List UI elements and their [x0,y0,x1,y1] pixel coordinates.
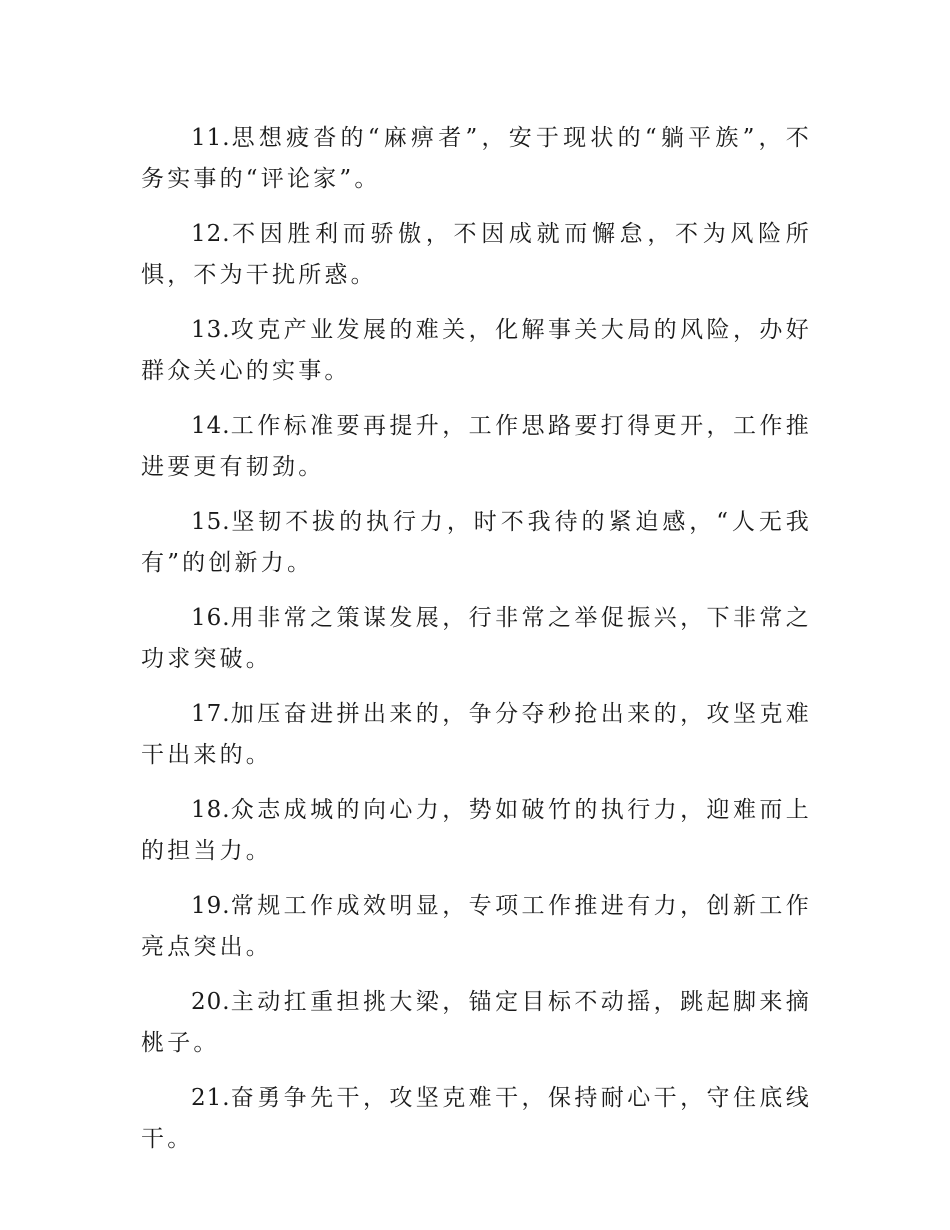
item-number: 19. [191,893,231,919]
list-item [141,310,812,392]
item-number: 16. [191,605,231,631]
item-text: 坚韧不拔的执行力，时不我待的紧迫感，“人无我有”的创新力。 [141,509,812,576]
item-text: 加压奋进拼出来的，争分夺秒抢出来的，攻坚克难干出来的。 [141,701,812,768]
list-item [141,502,812,584]
item-text: 不因胜利而骄傲，不因成就而懈怠，不为风险所惧，不为干扰所惑。 [141,221,812,288]
list-item [141,598,812,680]
item-text: 众志成城的向心力，势如破竹的执行力，迎难而上的担当力。 [141,797,812,864]
item-text: 攻克产业发展的难关，化解事关大局的风险，办好群众关心的实事。 [141,317,812,384]
list-item [141,886,812,968]
list-item [141,790,812,872]
list-item [141,118,812,200]
item-number: 15. [191,509,231,535]
list-item [141,694,812,776]
item-number: 20. [191,989,231,1015]
item-text: 奋勇争先干，攻坚克难干，保持耐心干，守住底线干。 [141,1085,812,1152]
item-text: 工作标准要再提升，工作思路要打得更开，工作推进要更有韧劲。 [141,413,812,480]
item-text: 主动扛重担挑大梁，锚定目标不动摇，跳起脚来摘桃子。 [141,989,812,1056]
item-number: 21. [191,1085,231,1111]
item-number: 11. [191,125,231,151]
item-number: 12. [191,221,231,247]
list-item [141,214,812,296]
list-item [141,1078,812,1160]
list-item [141,982,812,1064]
document-body [141,118,812,1174]
item-text: 思想疲沓的“麻痹者”，安于现状的“躺平族”，不务实事的“评论家”。 [141,125,812,192]
item-number: 17. [191,701,231,727]
item-text: 常规工作成效明显，专项工作推进有力，创新工作亮点突出。 [141,893,812,960]
list-item [141,406,812,488]
item-number: 14. [191,413,231,439]
item-number: 13. [191,317,231,343]
item-text: 用非常之策谋发展，行非常之举促振兴，下非常之功求突破。 [141,605,812,672]
item-number: 18. [191,797,231,823]
